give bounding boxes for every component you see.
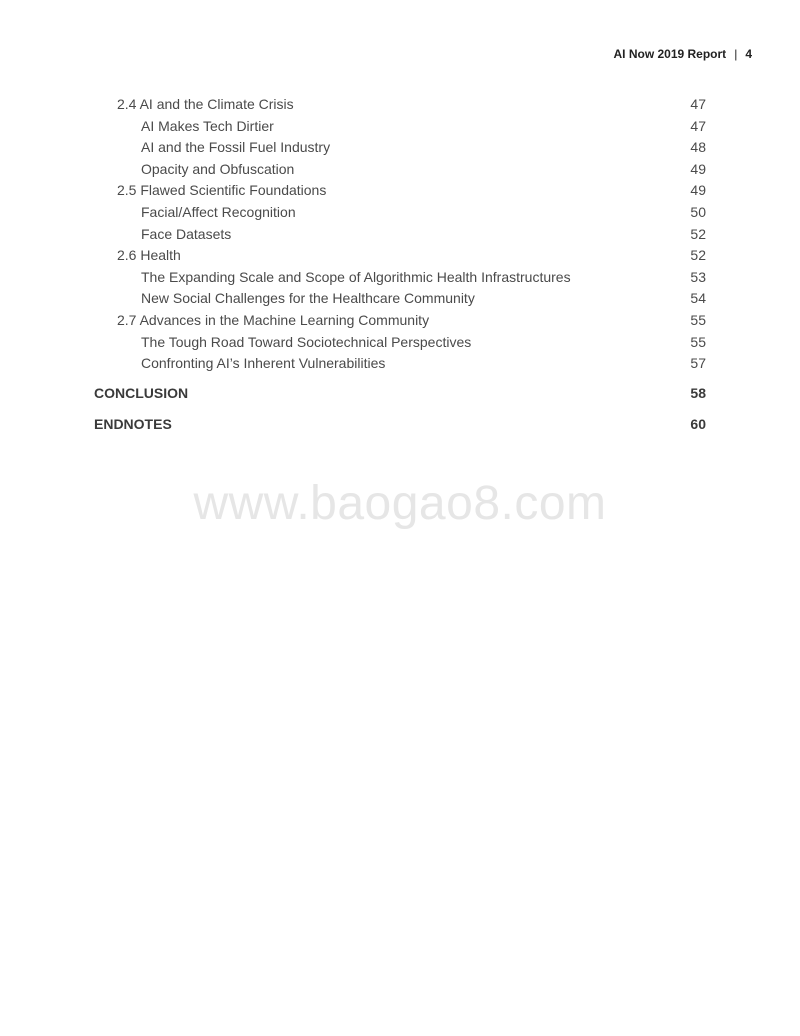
toc-endnotes-title: ENDNOTES	[94, 415, 172, 432]
toc-entry-title: AI and the Fossil Fuel Industry	[141, 139, 331, 156]
toc-conclusion-page: 58	[690, 384, 706, 401]
toc-entry-page: 52	[690, 225, 706, 242]
toc-entry-2-7[interactable]	[94, 312, 706, 334]
toc-entry-page: 55	[690, 311, 706, 328]
toc-entry-title: The Tough Road Toward Sociotechnical Perspectives	[141, 333, 472, 350]
toc-entry[interactable]	[94, 118, 706, 140]
toc-entry-page: 47	[690, 117, 706, 134]
toc-entry[interactable]	[94, 226, 706, 248]
toc-entry-title: Facial/Affect Recognition	[141, 203, 296, 220]
toc-conclusion-title: CONCLUSION	[94, 384, 189, 401]
toc-entry-page: 54	[690, 290, 706, 307]
toc-entry[interactable]	[94, 269, 706, 291]
toc-entry[interactable]	[94, 204, 706, 226]
toc-entry[interactable]	[94, 355, 706, 377]
toc-entry-title: 2.7 Advances in the Machine Learning Community	[117, 311, 430, 328]
toc-entry-2-4[interactable]	[94, 96, 706, 118]
toc-conclusion[interactable]	[94, 385, 706, 407]
toc-entry-title: New Social Challenges for the Healthcare Community	[141, 290, 475, 307]
toc-entry-page: 47	[690, 96, 706, 112]
toc-entry[interactable]	[94, 139, 706, 161]
toc-entry-title: Face Datasets	[141, 225, 232, 242]
toc-entry[interactable]	[94, 161, 706, 183]
toc-entry-2-5[interactable]	[94, 182, 706, 204]
toc-endnotes[interactable]	[94, 416, 706, 438]
toc-entry-page: 50	[690, 203, 706, 220]
toc-entry-title: Confronting AI’s Inherent Vulnerabilities	[141, 355, 386, 372]
header-separator: |	[734, 47, 738, 61]
toc-entry-page: 52	[690, 247, 706, 264]
toc-entry-title: 2.4 AI and the Climate Crisis	[117, 96, 294, 112]
table-of-contents	[94, 96, 706, 438]
toc-entry-page: 53	[690, 268, 706, 285]
toc-entry-title: AI Makes Tech Dirtier	[141, 117, 274, 134]
page-number: 4	[745, 47, 752, 61]
watermark: www.baogao8.com	[193, 477, 607, 530]
toc-entry-page: 48	[690, 139, 706, 156]
page-header	[613, 47, 752, 61]
toc-entry-title: Opacity and Obfuscation	[141, 160, 295, 177]
toc-entry[interactable]	[94, 290, 706, 312]
toc-entry-title: 2.5 Flawed Scientific Foundations	[117, 182, 327, 199]
toc-entry-page: 55	[690, 333, 706, 350]
report-title: AI Now 2019 Report	[613, 47, 727, 61]
toc-entry-title: The Expanding Scale and Scope of Algorithmic Health Infrastructures	[141, 268, 571, 285]
toc-entry-page: 49	[690, 160, 706, 177]
toc-entry-page: 57	[690, 355, 706, 372]
toc-entry-title: 2.6 Health	[117, 247, 181, 264]
toc-entry-page: 49	[690, 182, 706, 199]
toc-endnotes-page: 60	[690, 415, 706, 432]
toc-entry-2-6[interactable]	[94, 247, 706, 269]
toc-entry[interactable]	[94, 334, 706, 356]
